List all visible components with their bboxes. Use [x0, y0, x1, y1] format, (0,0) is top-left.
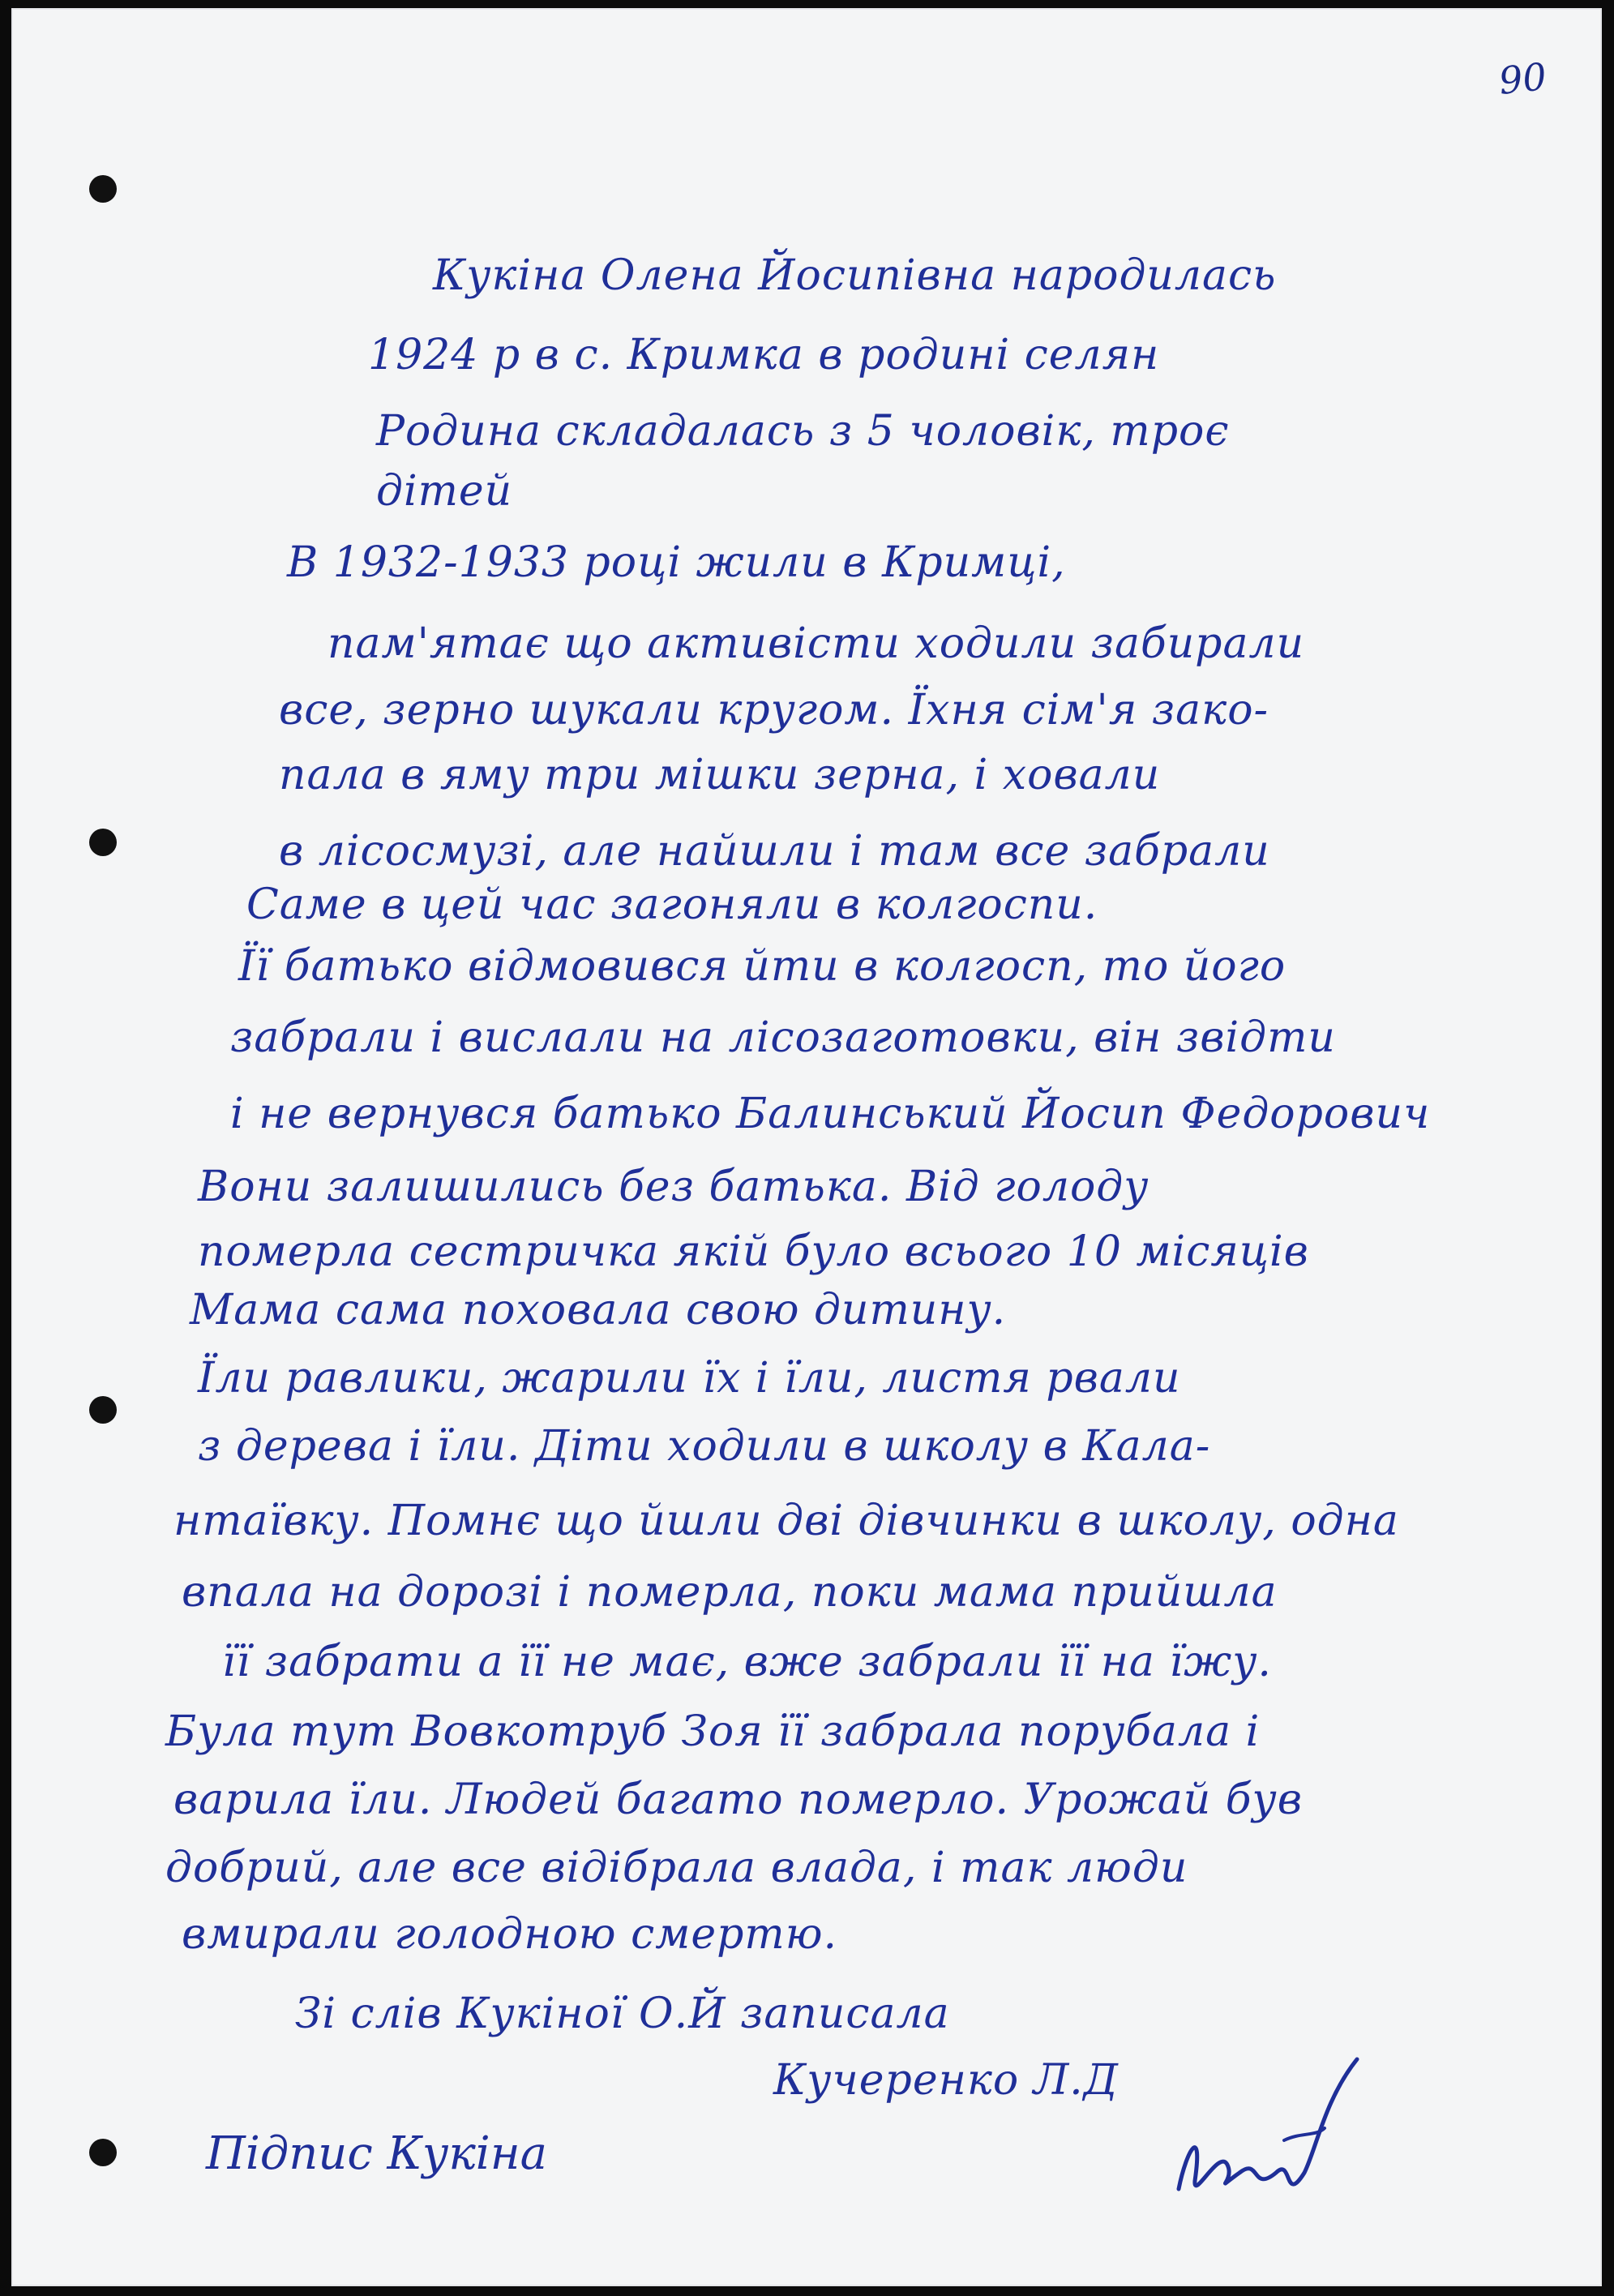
punch-hole: [89, 1396, 117, 1424]
text-line: Вони залишились без батька. Від голоду: [198, 1163, 1149, 1211]
text-line: і не вернувся батько Балинський Йосип Федорович: [230, 1090, 1431, 1138]
text-line: Її батько відмовився йти в колгосп, то його: [238, 942, 1286, 991]
text-line: Була тут Вовкотруб Зоя її забрала порубала і: [165, 1707, 1261, 1756]
text-line: впала на дорозі і померла, поки мама прийшла: [182, 1568, 1278, 1617]
document-page: [11, 8, 1602, 2286]
page-number: 90: [1496, 54, 1549, 103]
text-line: В 1932-1933 році жили в Кримці,: [287, 538, 1066, 587]
text-line: Кукіна Олена Йосипівна народилась: [433, 251, 1277, 300]
text-line: все, зерно шукали кругом. Їхня сім'я зако-: [279, 686, 1269, 735]
text-line: добрий, але все відібрала влада, і так люди: [165, 1844, 1188, 1892]
text-line: Саме в цей час загоняли в колгоспи.: [246, 880, 1098, 929]
text-line: пала в яму три мішки зерна, і ховали: [279, 751, 1161, 799]
text-line: з дерева і їли. Діти ходили в школу в Кала-: [198, 1422, 1211, 1471]
text-line: дітей: [376, 467, 513, 516]
text-line: Їли равлики, жарили їх і їли, листя рвали: [198, 1354, 1181, 1403]
text-line: 1924 р в с. Кримка в родині селян: [368, 331, 1160, 379]
text-line: її забрати а її не має, вже забрали її на їжу.: [222, 1638, 1272, 1686]
text-line: в лісосмузі, але найшли і там все забрали: [279, 827, 1270, 876]
text-line: Мама сама поховала свою дитину.: [190, 1286, 1007, 1334]
text-line: померла сестричка якій було всього 10 місяців: [198, 1227, 1309, 1276]
text-line: варила їли. Людей багато померло. Урожай був: [173, 1776, 1303, 1824]
punch-hole: [89, 175, 117, 203]
handwritten-signature: [1162, 2051, 1373, 2213]
punch-hole: [89, 2139, 117, 2166]
text-line: Кучеренко Л.Д: [773, 2056, 1119, 2105]
text-line: вмирали голодною смертю.: [182, 1910, 838, 1959]
text-line: пам'ятає що активісти ходили забирали: [328, 619, 1305, 668]
signature-label: Підпис Кукіна: [206, 2127, 547, 2180]
text-line: нтаївку. Помнє що йшли дві дівчинки в школу, одна: [173, 1497, 1399, 1545]
text-line: Зі слів Кукіної О.Й записала: [295, 1990, 950, 2038]
text-line: Родина складалась з 5 чоловік, троє: [376, 407, 1230, 456]
text-line: забрали і вислали на лісозаготовки, він звідти: [230, 1013, 1336, 1062]
punch-hole: [89, 829, 117, 856]
